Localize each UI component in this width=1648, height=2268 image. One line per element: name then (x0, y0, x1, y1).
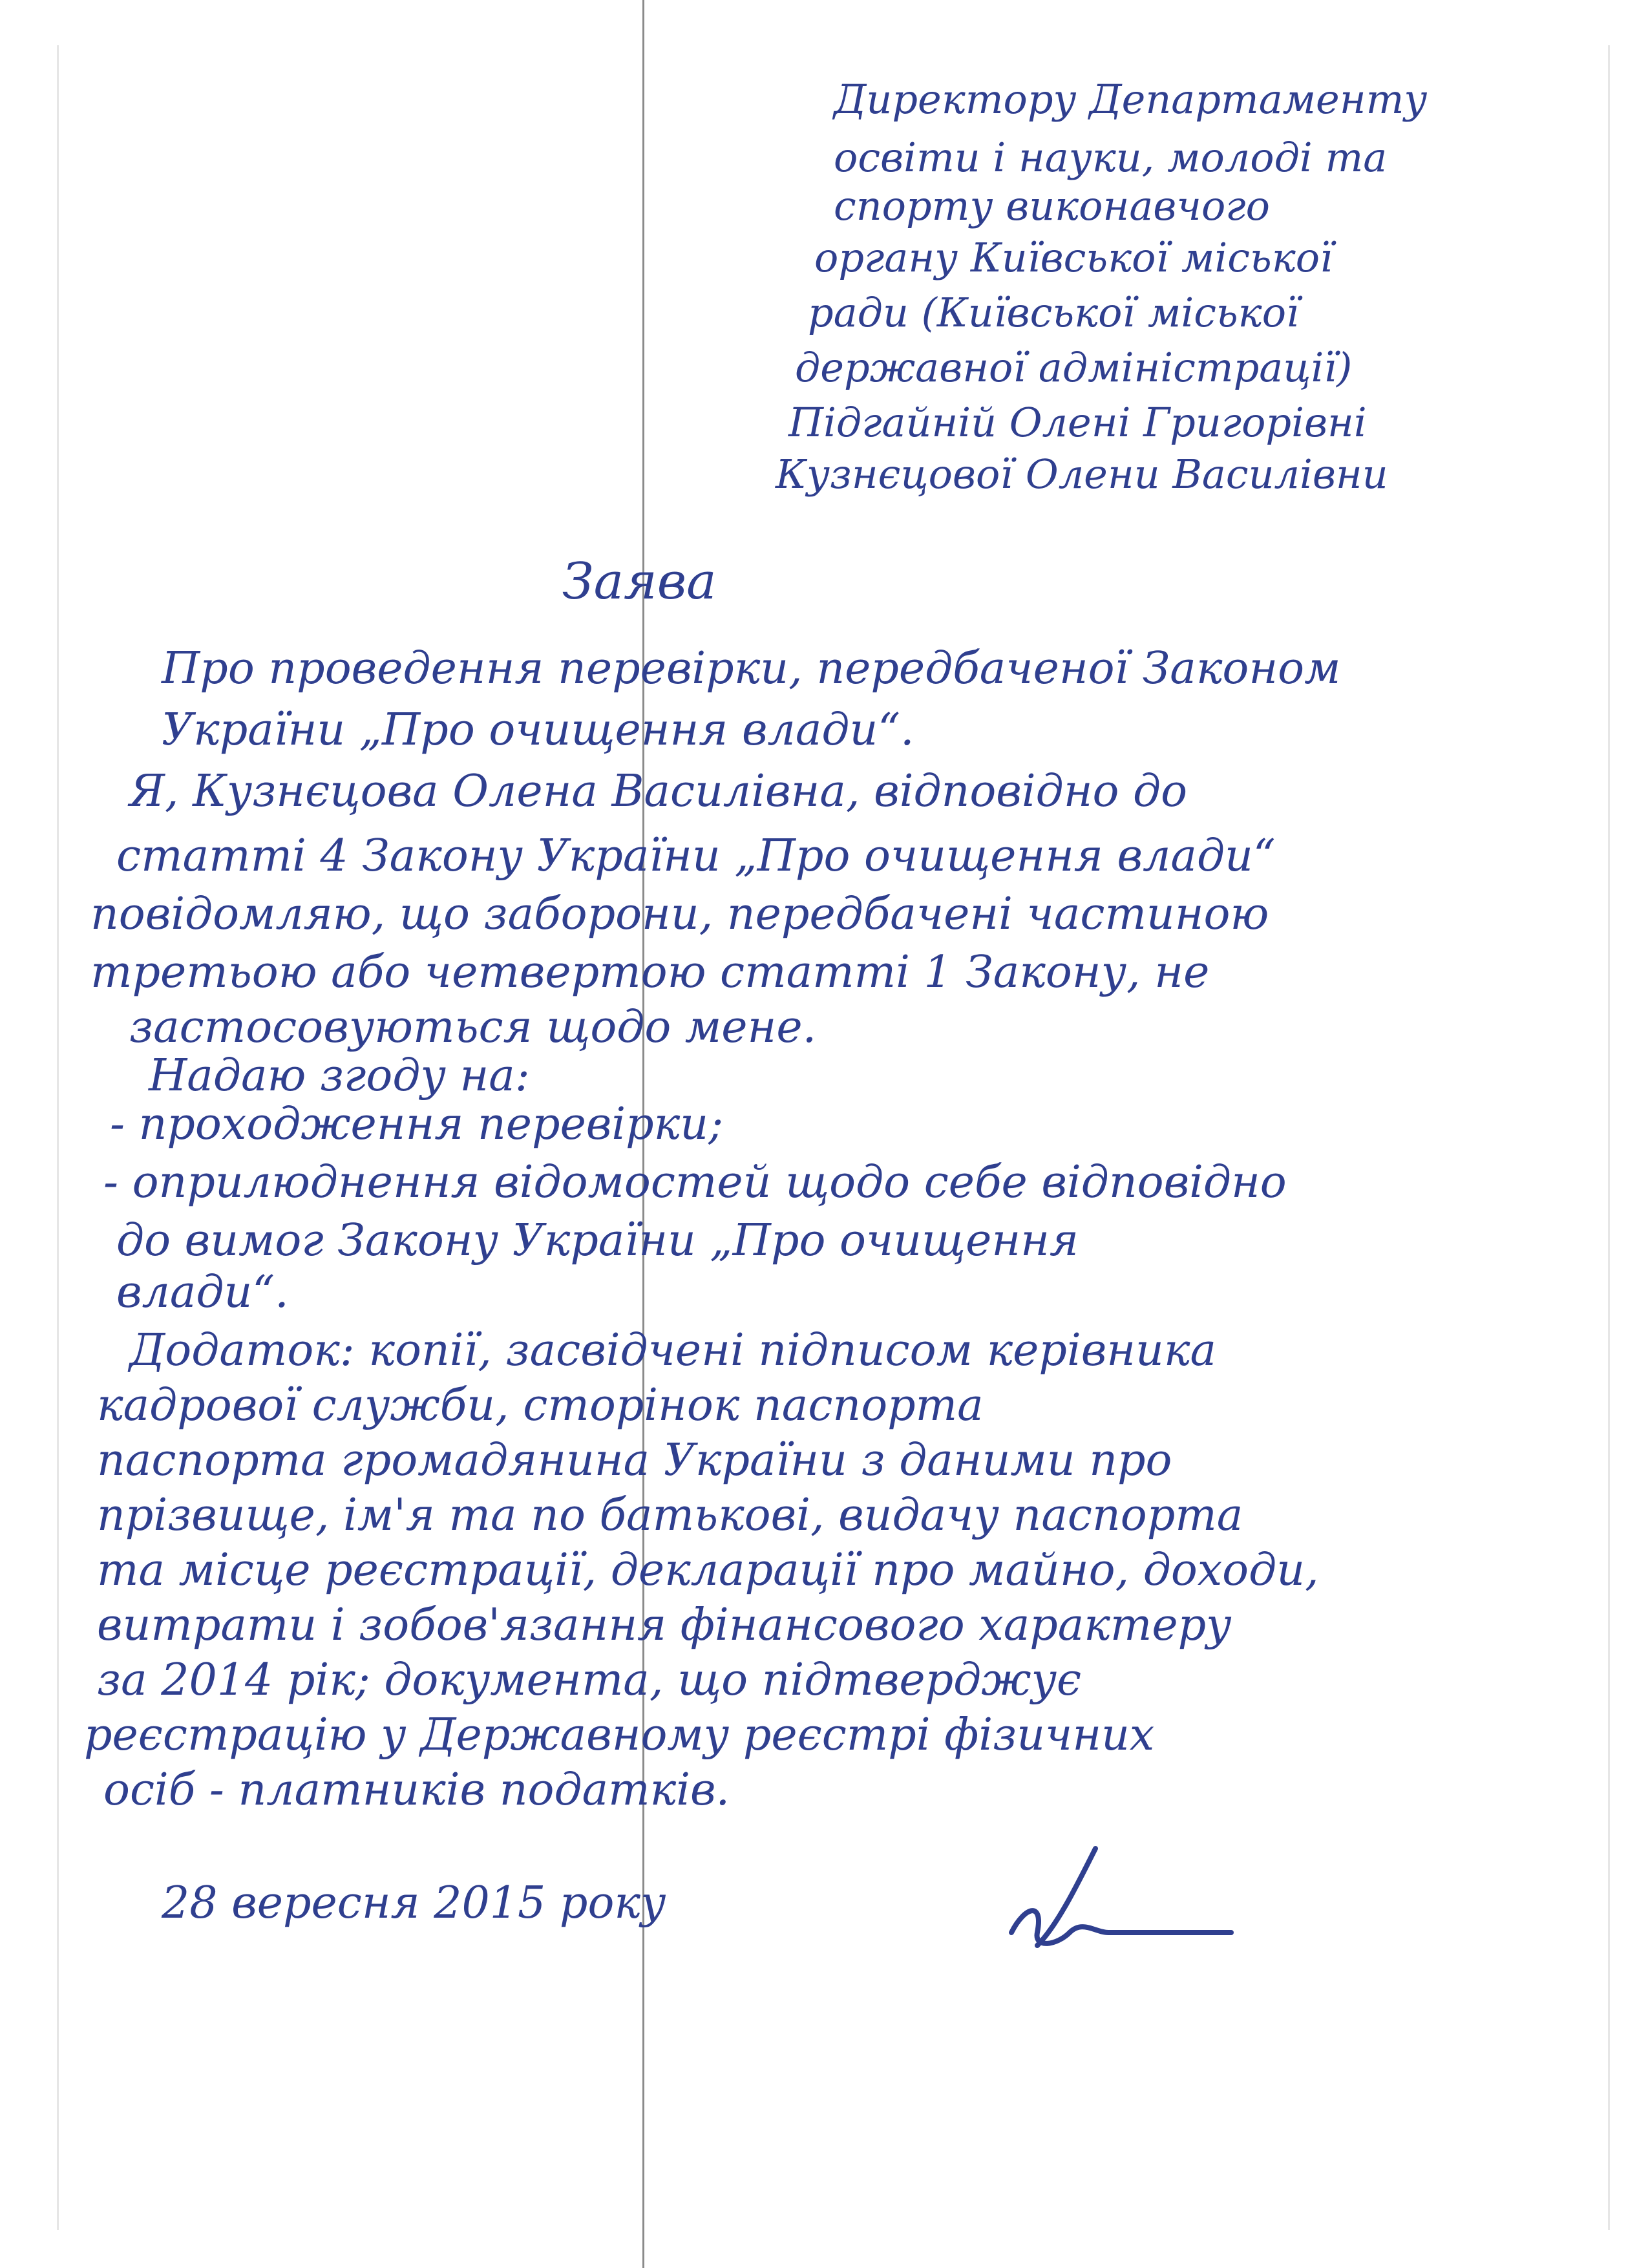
addressee-line: Підгайній Олені Григорівні (788, 399, 1367, 446)
scan-edge-right (1608, 45, 1610, 2230)
body-line: Я, Кузнєцова Олена Василівна, відповідно до (129, 766, 1188, 817)
body-line: за 2014 рік; документа, що підтверджує (97, 1655, 1082, 1706)
document-date: 28 вересня 2015 року (162, 1878, 666, 1929)
addressee-line: Директору Департаменту (834, 76, 1428, 123)
body-line: кадрової служби, сторінок паспорта (97, 1380, 984, 1431)
body-line: влади“. (116, 1267, 289, 1318)
signature-mark (998, 1836, 1244, 1965)
body-line: паспорта громадянина України з даними про (97, 1435, 1172, 1486)
addressee-line: спорту виконавчого (834, 182, 1270, 229)
body-line: та місце реєстрації, декларації про майно, доходи, (97, 1545, 1319, 1596)
addressee-line: освіти і науки, молоді та (834, 134, 1388, 181)
body-line: - оприлюднення відомостей щодо себе відповідно (103, 1157, 1287, 1208)
addressee-line: ради (Київської міської (808, 289, 1299, 336)
body-line: до вимог Закону України „Про очищення (116, 1215, 1079, 1266)
addressee-line: Кузнєцової Олени Василівни (776, 450, 1388, 498)
body-line: третьою або четвертою статті 1 Закону, не (90, 947, 1210, 998)
body-line: Про проведення перевірки, передбаченої Законом (162, 643, 1341, 694)
document-title: Заява (562, 553, 717, 611)
body-line: Надаю згоду на: (149, 1050, 530, 1101)
body-line: Додаток: копії, засвідчені підписом керівника (129, 1325, 1217, 1376)
body-line: повідомляю, що заборони, передбачені частиною (90, 889, 1269, 940)
body-line: застосовуються щодо мене. (129, 1002, 817, 1053)
scan-edge-left (57, 45, 59, 2230)
body-line: реєстрацію у Державному реєстрі фізичних (84, 1710, 1155, 1761)
addressee-line: державної адміністрації) (795, 344, 1353, 391)
body-line: осіб - платників податків. (103, 1765, 730, 1816)
body-line: прізвище, ім'я та по батькові, видачу паспорта (97, 1490, 1243, 1541)
body-line: - проходження перевірки; (110, 1099, 723, 1150)
body-line: України „Про очищення влади“. (162, 705, 914, 756)
body-line: статті 4 Закону України „Про очищення влади“ (116, 831, 1276, 882)
body-line: витрати і зобов'язання фінансового характеру (97, 1600, 1232, 1651)
addressee-line: органу Київської міської (814, 234, 1333, 281)
